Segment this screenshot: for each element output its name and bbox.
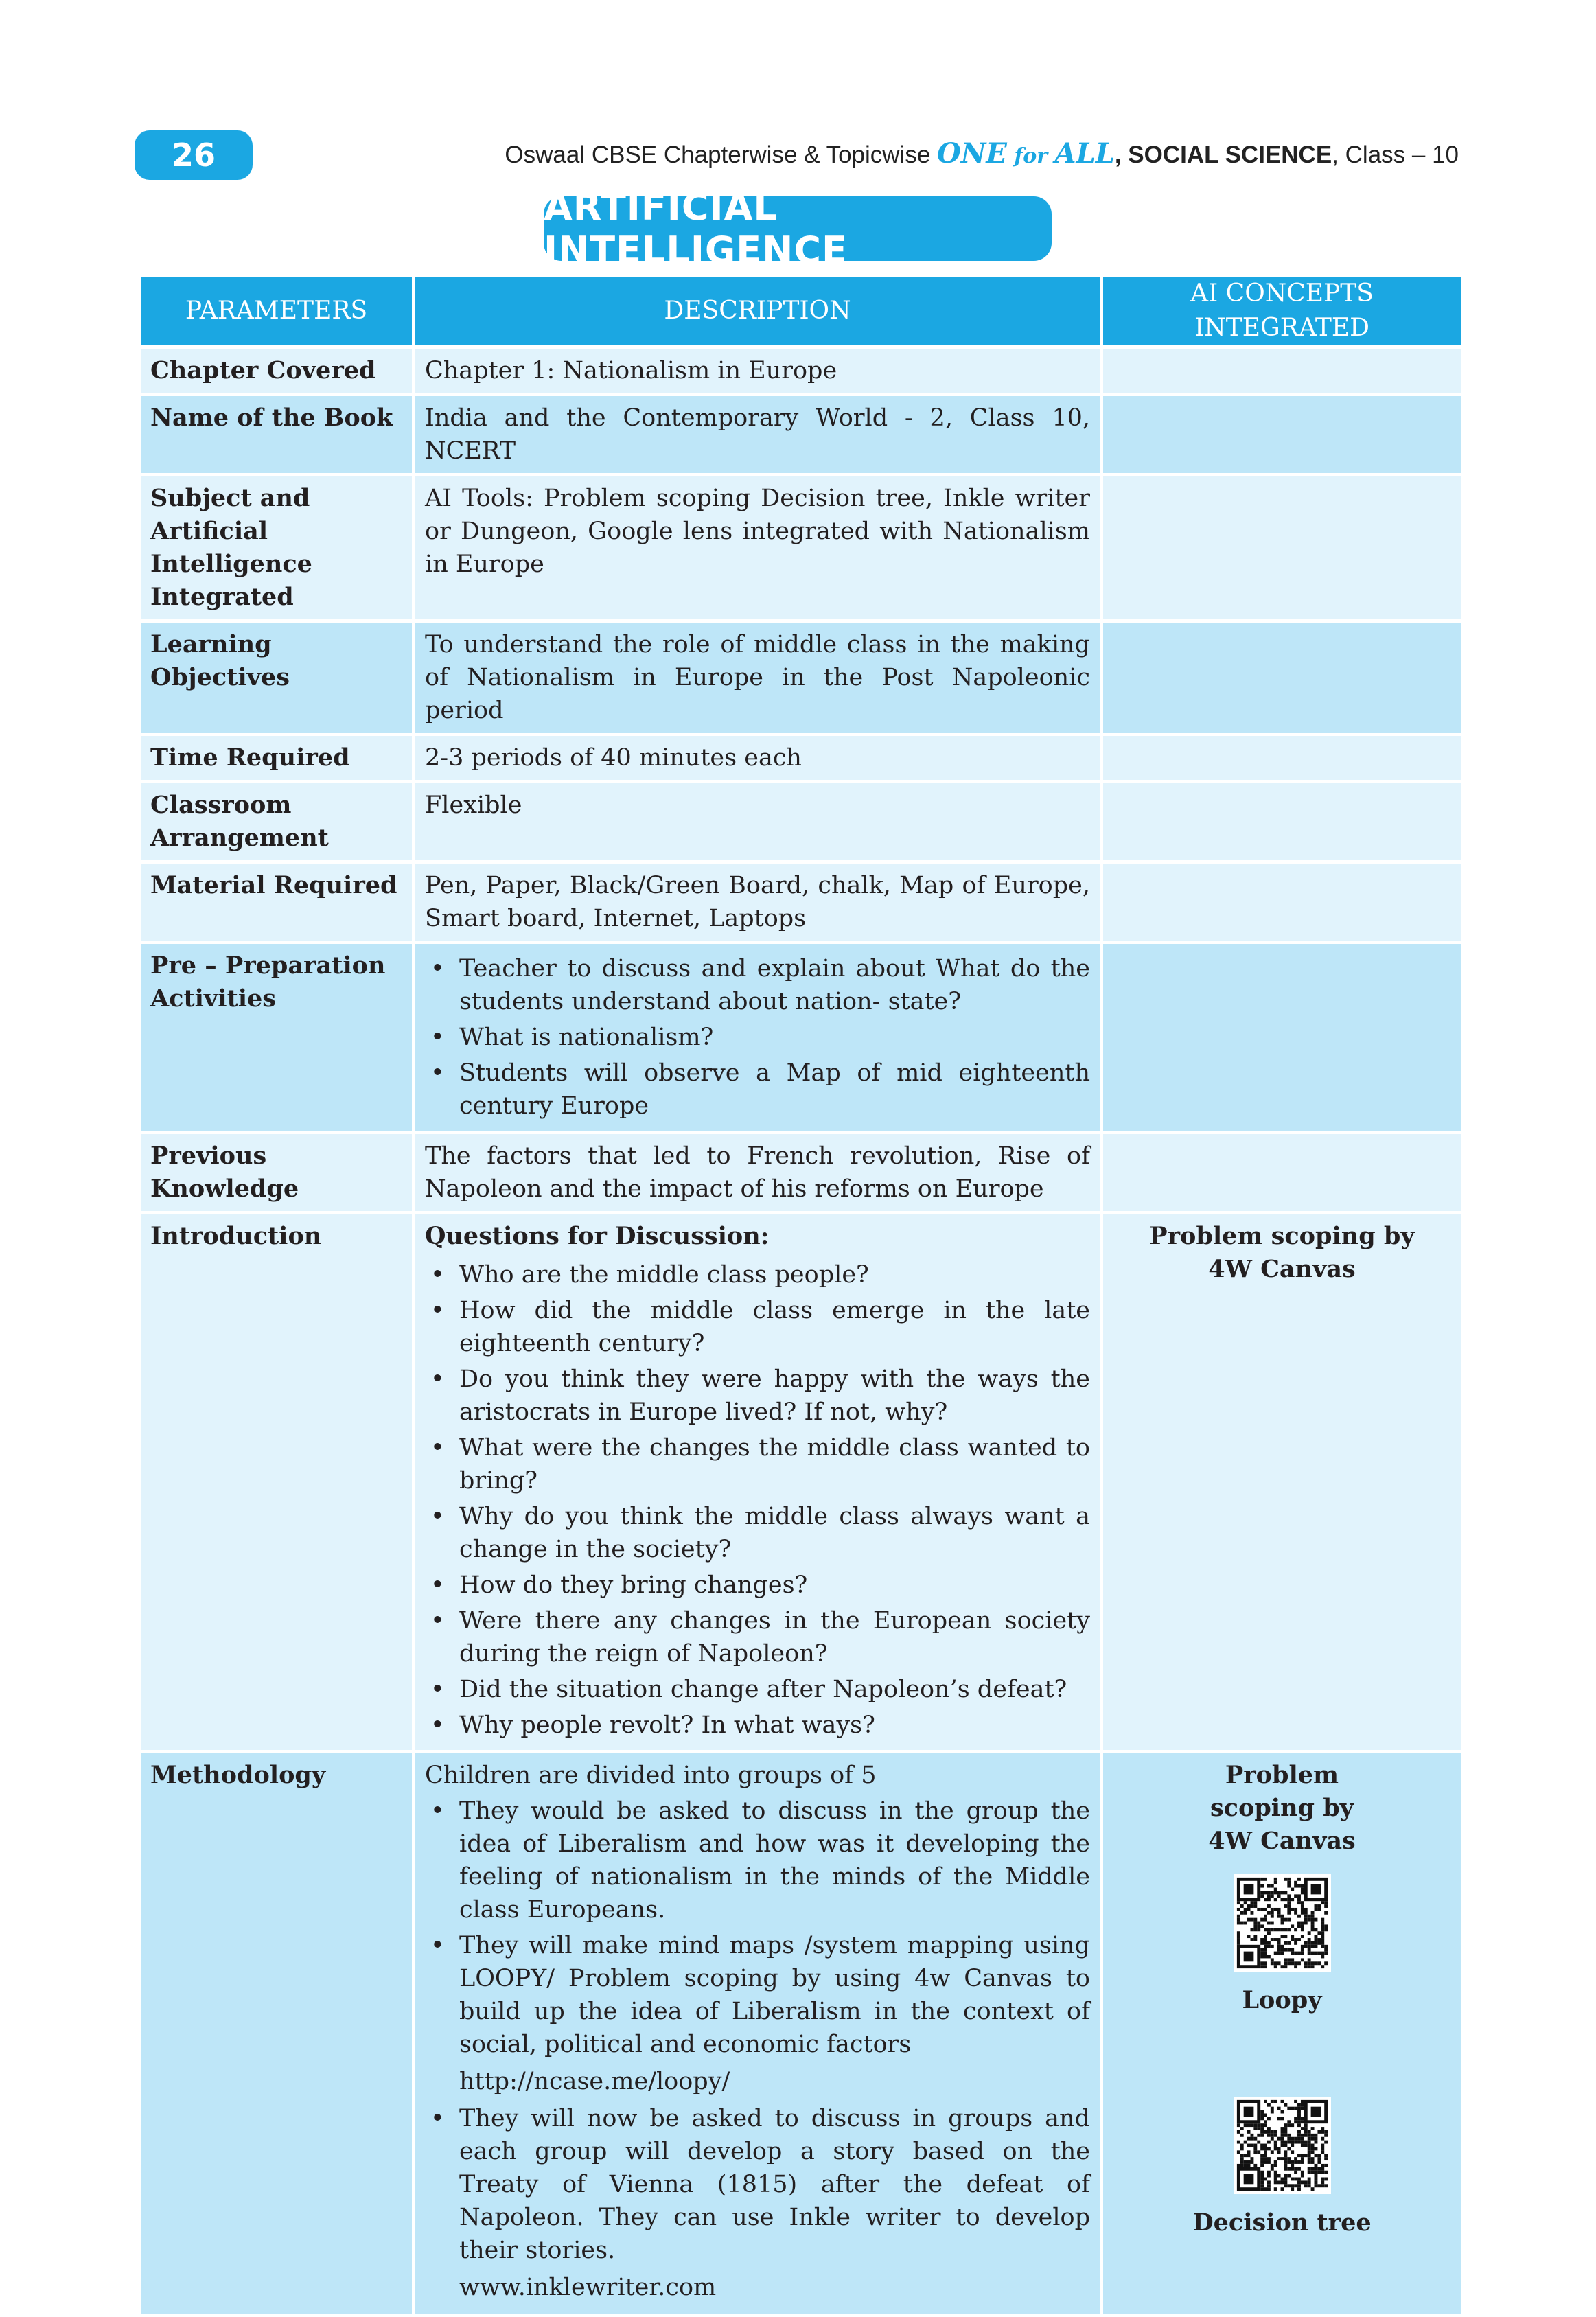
list-item: • They will make mind maps /system mapping using LOOPY/ Problem scoping by using 4w Canvas to build up the idea of Liberalism in the context of social, political and economic factors [425, 1929, 1090, 2061]
ai-cell [1102, 1133, 1463, 1213]
ai-cell [1102, 1752, 1463, 2316]
bullet-list [425, 1258, 1090, 1742]
loopy-link[interactable]: http://ncase.me/loopy/ [459, 2068, 730, 2095]
ai-cell [1102, 395, 1463, 475]
param-cell: Introduction [139, 1213, 414, 1752]
table-row [139, 782, 1463, 862]
col-header-parameters: PARAMETERS [139, 275, 414, 347]
decision-tree-qr-code[interactable] [1234, 2097, 1331, 2194]
description-cell [414, 943, 1102, 1133]
description-cell: AI Tools: Problem scoping Decision tree, Inkle writer or Dungeon, Google lens integrated with Nationalism in Europe [414, 475, 1102, 621]
list-item: • Were there any changes in the European society during the reign of Napoleon? [425, 1604, 1090, 1670]
list-item: • What is nationalism? [425, 1021, 1090, 1054]
brand-logo: ONE for ALL [937, 137, 1115, 170]
list-item: • Why people revolt? In what ways? [425, 1709, 1090, 1742]
description-cell [414, 1752, 1102, 2316]
col-header-description: DESCRIPTION [414, 275, 1102, 347]
table-row [139, 347, 1463, 395]
ai-cell [1102, 347, 1463, 395]
bullet-list [425, 952, 1090, 1122]
param-cell: Methodology [139, 1752, 414, 2316]
loopy-qr-code[interactable] [1234, 1874, 1331, 1972]
ai-cell [1102, 621, 1463, 735]
list-item: • They would be asked to discuss in the group the idea of Liberalism and how was it developing the feeling of nationalism in the minds of the Middle class Europeans. [425, 1795, 1090, 1926]
description-cell [414, 1213, 1102, 1752]
header-prefix: Oswaal CBSE Chapterwise & Topicwise [505, 141, 938, 168]
param-cell: Classroom Arrangement [139, 782, 414, 862]
lesson-plan-table [137, 273, 1464, 2317]
table-row [139, 1133, 1463, 1213]
questions-heading: Questions for Discussion: [425, 1222, 770, 1250]
table-row [139, 943, 1463, 1133]
table-row [139, 1213, 1463, 1752]
description-cell: To understand the role of middle class in the making of Nationalism in Europe in the Post Napoleonic period [414, 621, 1102, 735]
qr-label-decision-tree: Decision tree [1192, 2209, 1372, 2237]
param-cell: Previous Knowledge [139, 1133, 414, 1213]
page-number-badge: 26 [135, 130, 253, 180]
table-row [139, 475, 1463, 621]
methodology-intro: Children are divided into groups of 5 [425, 1762, 877, 1789]
table-row [139, 735, 1463, 782]
inklewriter-link[interactable]: www.inklewriter.com [459, 2274, 717, 2301]
param-cell: Material Required [139, 862, 414, 943]
qr-label-loopy: Loopy [1242, 1986, 1322, 2014]
table-row [139, 1752, 1463, 2316]
list-item: • What were the changes the middle class wanted to bring? [425, 1431, 1090, 1497]
ai-cell [1102, 735, 1463, 782]
ai-cell [1102, 1213, 1463, 1752]
description-cell: 2-3 periods of 40 minutes each [414, 735, 1102, 782]
ai-concept-label: Problem scoping by 4W Canvas [1208, 1761, 1356, 1855]
list-item: • Students will observe a Map of mid eighteenth century Europe [425, 1057, 1090, 1122]
ai-cell [1102, 943, 1463, 1133]
col-header-ai-concepts: AI CONCEPTS INTEGRATED [1102, 275, 1463, 347]
param-cell: Name of the Book [139, 395, 414, 475]
ai-concept-label: Problem scoping by 4W Canvas [1149, 1222, 1415, 1283]
param-cell: Learning Objectives [139, 621, 414, 735]
header-subject: , SOCIAL SCIENCE [1114, 141, 1332, 168]
param-cell: Chapter Covered [139, 347, 414, 395]
running-header [505, 137, 1459, 170]
list-item: • How do they bring changes? [425, 1569, 1090, 1602]
table-row [139, 862, 1463, 943]
list-item: • Did the situation change after Napoleon’s defeat? [425, 1673, 1090, 1706]
list-item: • Who are the middle class people? [425, 1258, 1090, 1291]
param-cell: Time Required [139, 735, 414, 782]
list-item: • They will now be asked to discuss in groups and each group will develop a story based on the Treaty of Vienna (1815) after the defeat of Napoleon. They can use Inkle writer to develop their stories. [425, 2102, 1090, 2267]
param-cell: Subject and Artificial Intelligence Integrated [139, 475, 414, 621]
header-class: , Class – 10 [1332, 141, 1459, 168]
list-item: • Teacher to discuss and explain about What do the students understand about nation- state? [425, 952, 1090, 1018]
section-title: ARTIFICIAL INTELLIGENCE [544, 196, 1052, 261]
list-item: • Do you think they were happy with the ways the aristocrats in Europe lived? If not, why? [425, 1363, 1090, 1429]
description-cell: Chapter 1: Nationalism in Europe [414, 347, 1102, 395]
description-cell: Pen, Paper, Black/Green Board, chalk, Map of Europe, Smart board, Internet, Laptops [414, 862, 1102, 943]
ai-cell [1102, 782, 1463, 862]
list-item: • How did the middle class emerge in the late eighteenth century? [425, 1294, 1090, 1360]
param-cell: Pre – Preparation Activities [139, 943, 414, 1133]
ai-cell [1102, 475, 1463, 621]
description-cell: The factors that led to French revolution, Rise of Napoleon and the impact of his reforms on Europe [414, 1133, 1102, 1213]
ai-cell [1102, 862, 1463, 943]
bullet-list [425, 2102, 1090, 2267]
description-cell: Flexible [414, 782, 1102, 862]
bullet-list [425, 1795, 1090, 2061]
list-item: • Why do you think the middle class always want a change in the society? [425, 1500, 1090, 1566]
description-cell: India and the Contemporary World - 2, Class 10, NCERT [414, 395, 1102, 475]
table-row [139, 395, 1463, 475]
table-row [139, 621, 1463, 735]
